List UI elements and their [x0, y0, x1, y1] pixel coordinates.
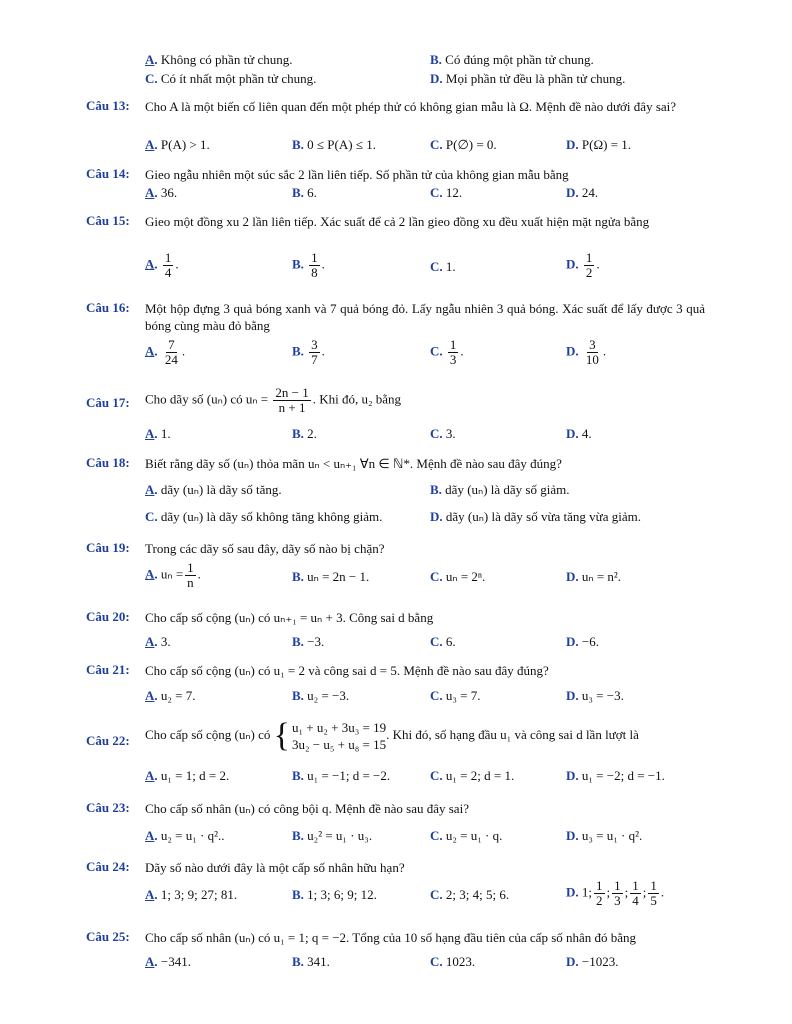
q14-option-b: B. 6.	[292, 185, 317, 200]
q19-option-b: B. uₙ = 2n − 1.	[292, 569, 370, 584]
q13-option-a: A. P(A) > 1.	[145, 137, 210, 152]
q22-option-a: A. u₁ = 1; d = 2.	[145, 768, 230, 783]
q24-option-d: D. 1; $\frac{1}{2}$ ; $\frac{1}{3}$ ; $\frac{1}{4}$ ; $\frac{1}{5}$ .	[566, 878, 665, 908]
q14-stem: Gieo ngẫu nhiên một súc sắc 2 lần liên tiếp. Số phần tử của không gian mẫu bằng	[145, 167, 569, 182]
q14-option-c: C. 12.	[430, 185, 463, 200]
q22-stem: Cho cấp số cộng (uₙ) có { u₁ + u₂ + 3u₃ = 19 3u₂ − u₅ + u₈ = 15 . Khi đó, số hạng đầu u₁ và công sai d lần lượt là	[145, 717, 639, 754]
q12-option-c: C. Có ít nhất một phần tử chung.	[145, 71, 317, 86]
q24-option-b: B. 1; 3; 6; 9; 12.	[292, 887, 377, 902]
q15-option-b: B. $\frac{1}{8}$ .	[292, 250, 325, 280]
q17-option-c: C. 3.	[430, 426, 456, 441]
q19-option-a: A. uₙ = $\frac{1}{n}$ .	[145, 560, 201, 590]
q12-option-d: D. Mọi phần tử đều là phần tử chung.	[430, 71, 626, 86]
q14-option-d: D. 24.	[566, 185, 599, 200]
q18-option-b: B. dãy (uₙ) là dãy số giảm.	[430, 482, 570, 497]
q15-option-a: A. $\frac{1}{4}$ .	[145, 250, 179, 280]
q19-option-d: D. uₙ = n².	[566, 569, 622, 584]
q17-option-a: A. 1.	[145, 426, 171, 441]
q25-label: Câu 25:	[86, 929, 130, 944]
q20-option-c: C. 6.	[430, 634, 456, 649]
q15-option-d: D. $\frac{1}{2}$ .	[566, 250, 600, 280]
q15-label: Câu 15:	[86, 213, 130, 228]
q18-label: Câu 18:	[86, 455, 130, 470]
q13-stem: Cho A là một biến cố liên quan đến một phép thử có không gian mẫu là Ω. Mệnh đề nào dưới đây sai?	[145, 99, 677, 114]
q18-option-d: D. dãy (uₙ) là dãy số vừa tăng vừa giảm.	[430, 509, 641, 524]
q23-option-c: C. u₂ = u₁ · q.	[430, 828, 503, 843]
q18-option-a: A. dãy (uₙ) là dãy số tăng.	[145, 482, 282, 497]
q20-stem: Cho cấp số cộng (uₙ) có uₙ₊₁ = uₙ + 3. Công sai d bằng	[145, 610, 434, 625]
q17-option-d: D. 4.	[566, 426, 592, 441]
q13-label: Câu 13:	[86, 98, 130, 113]
q16-option-b: B. $\frac{3}{7}$ .	[292, 337, 325, 367]
q23-option-b: B. u₂² = u₁ · u₃.	[292, 828, 373, 843]
q13-option-d: D. P(Ω) = 1.	[566, 137, 632, 152]
q21-stem: Cho cấp số cộng (uₙ) có u₁ = 2 và công sai d = 5. Mệnh đề nào sau đây đúng?	[145, 663, 549, 678]
q21-option-b: B. u₂ = −3.	[292, 688, 350, 703]
q16-stem: Một hộp đựng 3 quả bóng xanh và 7 quả bóng đỏ. Lấy ngẫu nhiên 3 quả bóng. Xác suất để lấy được 3 quả bóng cùng màu đỏ bằng	[145, 301, 705, 333]
q24-option-a: A. 1; 3; 9; 27; 81.	[145, 887, 238, 902]
q12-option-a: A. Không có phần tử chung.	[145, 52, 293, 67]
q14-label: Câu 14:	[86, 166, 130, 181]
q22-option-c: C. u₁ = 2; d = 1.	[430, 768, 515, 783]
q13-option-c: C. P(∅) = 0.	[430, 137, 497, 152]
q21-label: Câu 21:	[86, 662, 130, 677]
q16-label: Câu 16:	[86, 300, 130, 315]
q25-option-b: B. 341.	[292, 954, 330, 969]
q25-option-c: C. 1023.	[430, 954, 476, 969]
q17-label: Câu 17:	[86, 395, 130, 410]
q20-label: Câu 20:	[86, 609, 130, 624]
q19-label: Câu 19:	[86, 540, 130, 555]
q23-option-a: A. u₂ = u₁ · q²..	[145, 828, 225, 843]
q24-option-c: C. 2; 3; 4; 5; 6.	[430, 887, 510, 902]
q20-option-b: B. −3.	[292, 634, 325, 649]
q16-option-c: C. $\frac{1}{3}$ .	[430, 337, 464, 367]
q15-stem: Gieo một đồng xu 2 lần liên tiếp. Xác suất để cả 2 lần gieo đồng xu đều xuất hiện mặt ngửa bằng	[145, 214, 650, 229]
q12-option-b: B. Có đúng một phần tử chung.	[430, 52, 594, 67]
q25-option-d: D. −1023.	[566, 954, 619, 969]
q23-stem: Cho cấp số nhân (uₙ) có công bội q. Mệnh đề nào sau đây sai?	[145, 801, 469, 816]
q16-option-d: D. $\frac{3}{10}$ .	[566, 337, 607, 367]
q13-option-b: B. 0 ≤ P(A) ≤ 1.	[292, 137, 376, 152]
q16-option-a: A. $\frac{7}{24}$ .	[145, 337, 186, 367]
q22-option-d: D. u₁ = −2; d = −1.	[566, 768, 665, 783]
q24-stem: Dãy số nào dưới đây là một cấp số nhân hữu hạn?	[145, 860, 405, 875]
q19-stem: Trong các dãy số sau đây, dãy số nào bị chặn?	[145, 541, 385, 556]
q21-option-a: A. u₂ = 7.	[145, 688, 196, 703]
q17-stem: Cho dãy số (uₙ) có uₙ = $\frac{2n - 1}{n + 1}$ . Khi đó, u₂ bằng	[145, 385, 402, 415]
q25-stem: Cho cấp số nhân (uₙ) có u₁ = 1; q = −2. Tổng của 10 số hạng đầu tiên của cấp số nhân đó bằng	[145, 930, 637, 945]
q22-label: Câu 22:	[86, 733, 130, 748]
q22-equation-system: { u₁ + u₂ + 3u₃ = 19 3u₂ − u₅ + u₈ = 15	[273, 717, 387, 754]
q25-option-a: A. −341.	[145, 954, 191, 969]
q23-option-d: D. u₃ = u₁ · q².	[566, 828, 643, 843]
q24-label: Câu 24:	[86, 859, 130, 874]
q17-option-b: B. 2.	[292, 426, 317, 441]
q19-option-c: C. uₙ = 2ⁿ.	[430, 569, 486, 584]
q18-stem: Biết rằng dãy số (uₙ) thỏa mãn uₙ < uₙ₊₁ ∀n ∈ ℕ*. Mệnh đề nào sau đây đúng?	[145, 456, 562, 471]
q20-option-a: A. 3.	[145, 634, 171, 649]
q14-option-a: A. 36.	[145, 185, 178, 200]
q21-option-c: C. u₃ = 7.	[430, 688, 481, 703]
q23-label: Câu 23:	[86, 800, 130, 815]
q15-option-c: C. 1.	[430, 259, 456, 274]
q22-option-b: B. u₁ = −1; d = −2.	[292, 768, 391, 783]
q21-option-d: D. u₃ = −3.	[566, 688, 624, 703]
q18-option-c: C. dãy (uₙ) là dãy số không tăng không giảm.	[145, 509, 383, 524]
q20-option-d: D. −6.	[566, 634, 599, 649]
